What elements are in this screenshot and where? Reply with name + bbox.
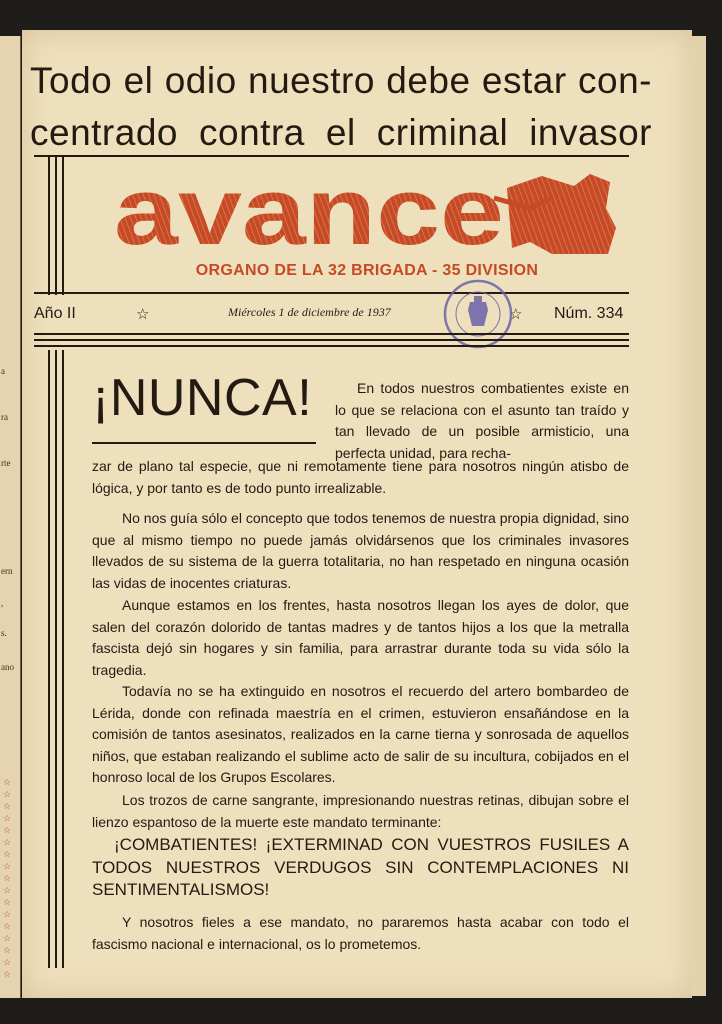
article-title: ¡NUNCA! bbox=[92, 369, 313, 427]
column-rule bbox=[55, 350, 57, 968]
article-paragraph: Todavía no se ha extinguido en nosotros el recuerdo del artero bombardeo de Lérida, donde con refinada maestría en el crimen, estuvieron ensañándose en la comisión de tantos asesinatos, realizados en la carne tierna y sonrosada de aquellos niños, que estaban realizando el sublime acto de salir de su incultura, cobijados en el honroso local de los Grupos Escolares. bbox=[92, 683, 629, 786]
column-rule bbox=[48, 157, 50, 295]
prev-page-text: s. bbox=[1, 628, 7, 638]
article-intro-continued: zar de plano tal especie, que ni remotamente tiene para nosotros ningún atisbo de lógica, y por tanto es de todo punto irrealizable. bbox=[92, 458, 629, 496]
star-border-decoration: ☆ ☆ ☆ ☆ ☆ ☆ ☆ ☆ ☆ ☆ ☆ ☆ ☆ ☆ ☆ ☆ ☆ bbox=[3, 777, 12, 979]
column-rule bbox=[48, 350, 50, 968]
previous-page-edge bbox=[0, 36, 21, 998]
article-exhortation: ¡COMBATIENTES! ¡EXTERMINAD CON VUESTROS FUSILES A TODOS NUESTROS VERDUGOS SIN CONTEMPLACIONES NI SENTIMENTALISMOS! bbox=[92, 835, 629, 899]
star-icon: ☆ bbox=[509, 306, 523, 323]
article-paragraph: Los trozos de carne sangrante, impresionando nuestras retinas, dibujan sobre el lienzo espantoso de la muerte este mandato terminante: bbox=[92, 792, 629, 830]
masthead-title: avance bbox=[114, 168, 504, 260]
divider bbox=[34, 339, 629, 341]
column-rule bbox=[62, 350, 64, 968]
issue-date: Miércoles 1 de diciembre de 1937 bbox=[228, 305, 391, 319]
issue-number: Núm. 334 bbox=[554, 305, 624, 322]
prev-page-text: rte bbox=[1, 458, 11, 468]
article-paragraph: Aunque estamos en los frentes, hasta nosotros llegan los ayes de dolor, que salen del corazón dolorido de tantas madres y de tantos hijos a los que la metralla fascista dejó sin hogares y sin familia, para arrastrar durante toda su vida sólo la tragedia. bbox=[92, 597, 629, 678]
issue-year: Año II bbox=[34, 305, 76, 322]
prev-page-text: ano bbox=[1, 662, 14, 672]
headline-line-2: centrado contra el criminal invasor bbox=[30, 112, 652, 153]
prev-page-text: , bbox=[1, 598, 4, 608]
title-underline bbox=[92, 442, 316, 444]
star-icon: ☆ bbox=[136, 306, 150, 323]
column-rule bbox=[55, 157, 57, 295]
prev-page-text: a bbox=[1, 366, 5, 376]
page-edge bbox=[692, 36, 706, 996]
divider bbox=[34, 345, 629, 347]
newspaper-page bbox=[22, 30, 692, 998]
divider bbox=[34, 292, 629, 294]
article-intro: En todos nuestros combatientes existe en lo que se relaciona con el asunto tan traído y tan llevado de un posible armisticio, una perfecta unidad, para recha- bbox=[335, 380, 629, 461]
article-closing: Y nosotros fieles a ese mandato, no pararemos hasta acabar con todo el fascismo nacional e internacional, os lo prometemos. bbox=[92, 914, 629, 952]
masthead-subtitle: ORGANO DE LA 32 BRIGADA - 35 DIVISION bbox=[195, 262, 539, 279]
avance-logo bbox=[112, 168, 622, 260]
divider bbox=[34, 155, 629, 157]
headline-line-1: Todo el odio nuestro debe estar con- bbox=[30, 60, 652, 101]
prev-page-text: ern bbox=[1, 566, 13, 576]
divider bbox=[34, 333, 629, 335]
column-rule bbox=[62, 157, 64, 295]
article-paragraph: No nos guía sólo el concepto que todos tenemos de nuestra propia dignidad, sino que al mismo tiempo no puede jamás olvidársenos que los criminales invasores llevados de su sistema de la guerra totalitaria, no han respetado en ninguna ocasión las vidas de inocentes criaturas. bbox=[92, 510, 629, 591]
prev-page-text: ra bbox=[1, 412, 8, 422]
